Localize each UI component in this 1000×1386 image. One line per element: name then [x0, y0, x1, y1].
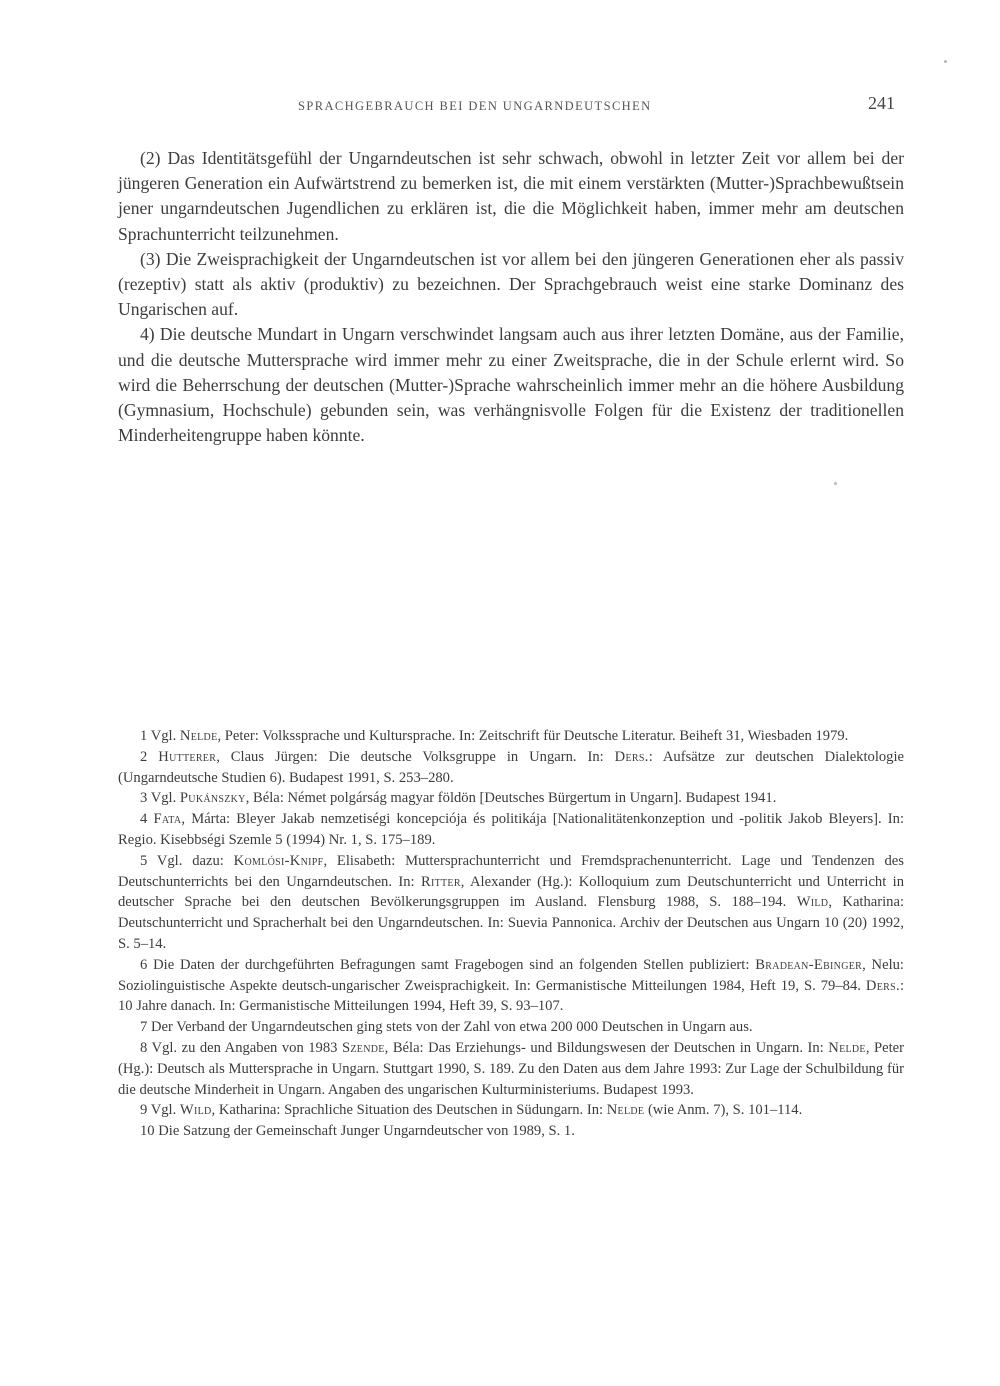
author-name: Hutterer — [158, 748, 217, 765]
author-name: Ders. — [614, 748, 649, 765]
footnote-6: 6 Die Daten der durchgeführten Befragungen samt Fragebogen sind an folgenden Stellen publiziert: Bradean-Ebinger, Nelu: Soziolinguistische Aspekte deutsch-ungarischer Zweisprachigkeit. In: Germanistische Mitteilungen 1984, Heft 19, S. 79–84. Ders.: 10 Jahre danach. In: Germanistische Mitteilungen 1994, Heft 39, S. 93–107. — [118, 956, 904, 1015]
footnote-number: 2 — [140, 748, 148, 765]
footnote-2: 2 Hutterer, Claus Jürgen: Die deutsche Volksgruppe in Ungarn. In: Ders.: Aufsätze zur deutschen Dialektologie (Ungarndeutsche Studien 6). Budapest 1991, S. 253–280. — [118, 748, 905, 786]
paragraph-3: (3) Die Zweisprachigkeit der Ungarndeutschen ist vor allem bei den jüngeren Generationen eher als passiv (rezeptiv) statt als aktiv (produktiv) zu bezeichnen. Der Sprachgebrauch weist eine starke Dominanz des Ungarischen auf. — [118, 248, 904, 320]
footnote-number: 6 — [140, 956, 148, 973]
author-name: Nelde — [606, 1102, 645, 1119]
author-name: Ritter — [420, 873, 461, 890]
running-title: SPRACHGEBRAUCH BEI DEN UNGARNDEUTSCHEN — [298, 99, 652, 113]
paragraph-4: 4) Die deutsche Mundart in Ungarn verschwindet langsam auch aus ihrer letzten Domäne, aus der Familie, und die deutsche Muttersprache wird immer mehr zu einer Zweitsprache, die in der Schule erlernt wird. So wird die Beherrschung der deutschen (Mutter-)Sprache wahrscheinlich immer mehr an die höhere Ausbildung (Gymnasium, Hochschule) gebunden sein, was verhängnisvolle Folgen für die Existenz der traditionellen Minderheitengruppe haben könnte. — [118, 324, 904, 446]
footnote-10: 10 Die Satzung der Gemeinschaft Junger Ungarndeutscher von 1989, S. 1. — [140, 1123, 575, 1140]
author-name: Szende — [341, 1039, 385, 1056]
author-name: Nelde — [179, 728, 218, 744]
author-name: Bradean-Ebinger — [755, 956, 863, 973]
footnote-number: 10 — [140, 1123, 155, 1140]
author-name: Komlósi-Knipf — [233, 852, 324, 869]
footnote-5: 5 Vgl. dazu: Komlósi-Knipf, Elisabeth: Muttersprachunterricht und Fremdsprachenunterricht. Lage und Tendenzen des Deutschunterrichts bei den Ungarndeutschen. In: Ritter, Alexander (Hg.): Kolloquium zum Deutschunterricht und Unterricht in deutscher Sprache bei den deutschen Bevölkerungsgruppen im Ausland. Flensburg 1988, S. 188–194. Wild, Katharina: Deutschunterricht und Spracherhalt bei den Ungarndeutschen. In: Suevia Pannonica. Archiv der Deutschen aus Ungarn 10 (20) 1992, S. 5–14. — [118, 852, 905, 952]
author-name: Ders. — [865, 977, 900, 994]
author-name: Fata — [153, 811, 182, 828]
footnote-number: 1 — [140, 728, 148, 744]
footnote-number: 7 — [140, 1019, 148, 1036]
footnote-3: 3 Vgl. Pukánszky, Béla: Német polgárság magyar földön [Deutsches Bürgertum in Ungarn]. Budapest 1941. — [140, 790, 777, 807]
footnote-1: 1 Vgl. Nelde, Peter: Volkssprache und Kultursprache. In: Zeitschrift für Deutsche Literatur. Beiheft 31, Wiesbaden 1979. — [140, 728, 849, 744]
author-name: Nelde — [828, 1039, 866, 1056]
page-number: 241 — [868, 93, 895, 113]
paper-speck — [944, 60, 947, 63]
footnotes — [118, 726, 904, 1142]
author-name: Pukánszky — [179, 790, 246, 807]
footnote-4: 4 Fata, Márta: Bleyer Jakab nemzetiségi koncepciója és politikája [Nationalitätenkonzeption und -politik Jakob Bleyers]. In: Regio. Kisebbségi Szemle 5 (1994) Nr. 1, S. 175–189. — [118, 811, 904, 848]
paper-speck — [834, 482, 837, 485]
footnote-number: 4 — [140, 811, 148, 828]
footnote-number: 3 — [140, 790, 148, 807]
author-name: Wild — [796, 894, 829, 911]
main-text — [118, 146, 904, 448]
footnote-number: 5 — [140, 852, 148, 869]
paragraph-2: (2) Das Identitätsgefühl der Ungarndeutschen ist sehr schwach, obwohl in letzter Zeit vor allem bei der jüngeren Generation ein Aufwärtstrend zu bemerken ist, die mit einem verstärkten (Mutter-)Sprachbewußtsein jener ungarndeutschen Jugendlichen zu erklären ist, die die Möglichkeit haben, immer mehr am deutschen Sprachunterricht teilzunehmen. — [118, 148, 904, 244]
footnote-9: 9 Vgl. Wild, Katharina: Sprachliche Situation des Deutschen in Südungarn. In: Nelde (wie Anm. 7), S. 101–114. — [140, 1102, 803, 1119]
author-name: Wild — [179, 1102, 212, 1119]
footnote-number: 8 — [140, 1039, 148, 1056]
footnote-number: 9 — [140, 1102, 148, 1119]
footnote-8: 8 Vgl. zu den Angaben von 1983 Szende, Béla: Das Erziehungs- und Bildungswesen der Deutschen in Ungarn. In: Nelde, Peter (Hg.): Deutsch als Muttersprache in Ungarn. Stuttgart 1990, S. 189. Zu den Daten aus dem Jahre 1993: Zur Lage der Schulbildung für die deutsche Minderheit in Ungarn. Angaben des ungarischen Kulturministeriums. Budapest 1993. — [118, 1039, 904, 1098]
footnote-7: 7 Der Verband der Ungarndeutschen ging stets von der Zahl von etwa 200 000 Deutschen in Ungarn aus. — [140, 1019, 753, 1036]
